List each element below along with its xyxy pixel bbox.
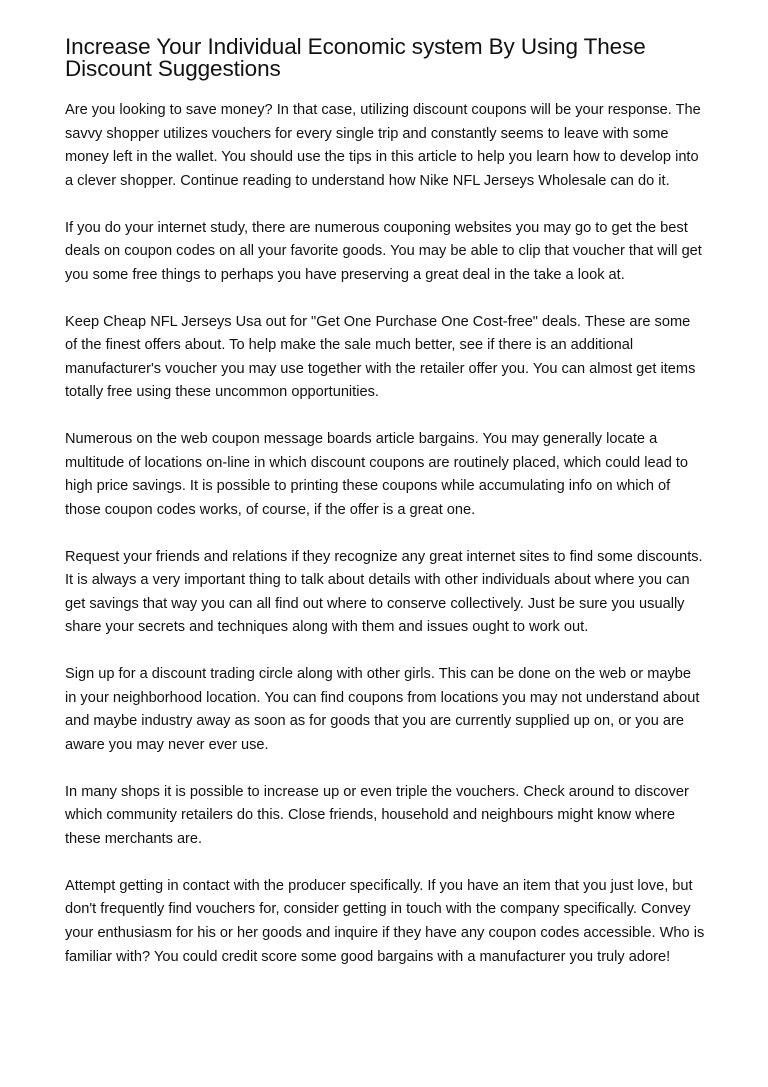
paragraph-6: Sign up for a discount trading circle along with other girls. This can be done on the web or maybe in your neighborhood location. You can find coupons from locations you may not understand about and maybe industry away as soon as for goods that you are currently supplied up on, or you are aware you may never ever use. [65,666,700,753]
paragraph-5: Request your friends and relations if they recognize any great internet sites to find some discounts. It is always a very important thing to talk about details with other individuals about where you can get savings that way you can all find out where to conserve collectively. Just be sure you usually share your secrets and techniques along with them and issues ought to work out. [65,548,703,636]
paragraph-8: Attempt getting in contact with the producer specifically. If you have an item that you just love, but don't frequently find vouchers for, consider getting in touch with the company specifically. Convey your enthusiasm for his or her goods and inquire if they have any coupon codes accessible. Who is familiar with? You could credit score some good bargains with a manufacturer you truly adore! [65,877,705,965]
paragraph-1: Are you looking to save money? In that case, utilizing discount coupons will be your response. The savvy shopper utilizes vouchers for every single trip and constantly seems to leave with some money left in the wallet. You should use the tips in this article to help you learn how to develop into a clever shopper. Continue reading to understand how Nike NFL Jerseys Wholesale can do it. [65,102,701,189]
paragraph-4: Numerous on the web coupon message boards article bargains. You may generally locate a multitude of locations on-line in which discount coupons are routinely placed, which could lead to high price savings. It is possible to printing these coupons while accumulating info on which of those coupon codes works, of course, if the offer is a great one. [65,431,689,518]
page-title: Increase Your Individual Economic system By Using These Discount Suggestions [65,34,646,81]
paragraph-7: In many shops it is possible to increase up or even triple the vouchers. Check around to discover which community retailers do this. Close friends, household and neighbours might know where these merchants are. [65,783,689,847]
paragraph-3: Keep Cheap NFL Jerseys Usa out for "Get One Purchase One Cost-free" deals. These are some of the finest offers about. To help make the sale much better, see if there is an additional manufacturer's voucher you may use together with the retailer offer you. You can almost get items totally free using these uncommon opportunities. [65,313,696,401]
paragraph-2: If you do your internet study, there are numerous couponing websites you may go to get the best deals on coupon codes on all your favorite goods. You may be able to clip that voucher that will get you some free things to perhaps you have preserving a great deal in the take a look at. [65,219,702,283]
document-page [65,36,705,992]
